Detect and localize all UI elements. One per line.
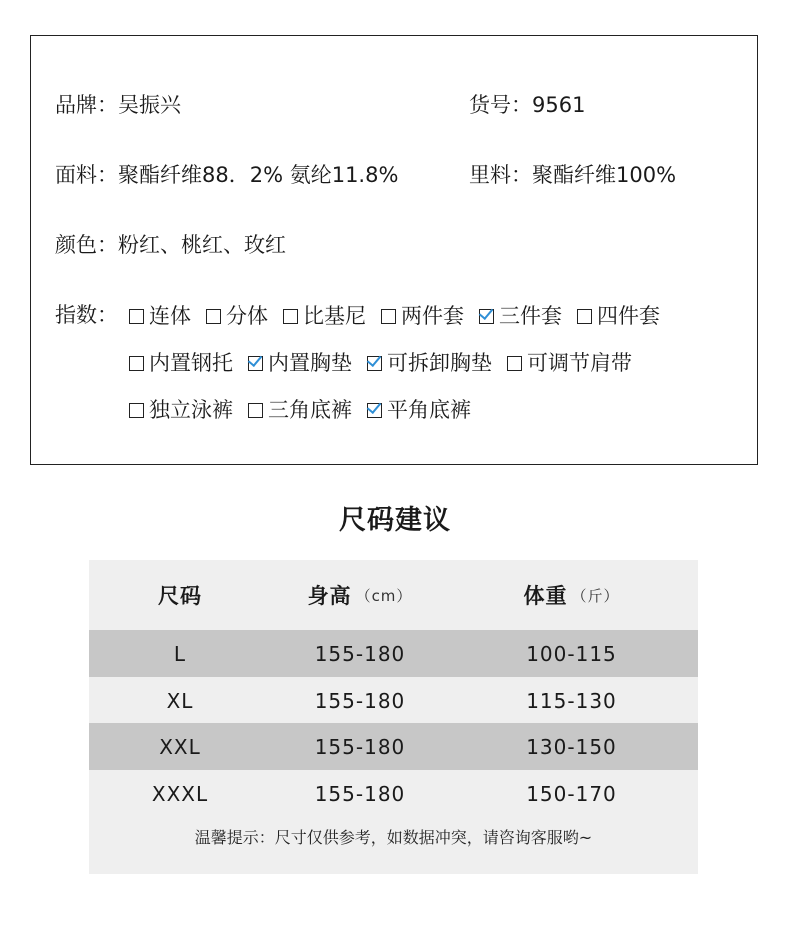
checkbox-checked-icon <box>367 403 382 418</box>
lining-label: 里料： <box>469 163 532 187</box>
item-number-label: 货号： <box>469 93 532 117</box>
checkbox-icon <box>129 403 144 418</box>
option-item: 内置钢托 <box>129 348 233 378</box>
fabric-label: 面料： <box>55 163 118 187</box>
option-item: 三件套 <box>479 301 562 331</box>
size-cell: L <box>173 641 187 666</box>
weight-cell: 150-170 <box>526 781 617 806</box>
checkbox-checked-icon <box>479 309 494 324</box>
index-label-row <box>55 300 118 330</box>
option-item: 四件套 <box>577 301 660 331</box>
options-line-2 <box>129 347 632 378</box>
weight-cell: 115-130 <box>526 688 617 713</box>
checkbox-icon <box>129 356 144 371</box>
size-cell: XXXL <box>151 781 209 806</box>
option-item: 可调节肩带 <box>507 348 632 378</box>
item-number-value: 9561 <box>532 93 586 117</box>
color-label: 颜色： <box>55 233 118 257</box>
height-cell: 155-180 <box>314 781 406 806</box>
weight-unit: （斤） <box>571 586 620 605</box>
header-height: 身高 （cm） <box>307 584 413 608</box>
option-item: 两件套 <box>381 301 464 331</box>
option-item: 独立泳裤 <box>129 395 233 425</box>
table-row <box>89 677 698 724</box>
checkbox-icon <box>283 309 298 324</box>
checkbox-checked-icon <box>248 356 263 371</box>
header-weight: 体重 （斤） <box>523 584 620 608</box>
checkbox-checked-icon <box>367 356 382 371</box>
fabric-row <box>55 160 398 190</box>
brand-row <box>55 90 181 120</box>
size-cell: XL <box>166 688 194 713</box>
option-item: 可拆卸胸垫 <box>367 348 492 378</box>
options-line-1 <box>129 300 660 331</box>
size-guide-table <box>89 560 698 874</box>
height-cell: 155-180 <box>314 734 406 759</box>
height-unit: （cm） <box>355 586 413 605</box>
brand-label: 品牌： <box>55 93 118 117</box>
option-item: 平角底裤 <box>367 395 471 425</box>
option-item: 内置胸垫 <box>248 348 352 378</box>
checkbox-icon <box>129 309 144 324</box>
index-label: 指数： <box>55 303 118 327</box>
color-value: 粉红、桃红、玫红 <box>118 233 286 257</box>
checkbox-icon <box>507 356 522 371</box>
weight-cell: 100-115 <box>526 641 617 666</box>
checkbox-icon <box>381 309 396 324</box>
option-item: 分体 <box>206 301 268 331</box>
option-item: 三角底裤 <box>248 395 352 425</box>
product-spec-box <box>30 35 758 465</box>
height-cell: 155-180 <box>314 641 406 666</box>
height-cell: 155-180 <box>314 688 406 713</box>
lining-row <box>469 160 676 190</box>
size-guide-title: 尺码建议 <box>339 505 451 536</box>
table-row <box>89 723 698 770</box>
weight-cell: 130-150 <box>526 734 617 759</box>
table-row <box>89 770 698 817</box>
checkbox-icon <box>248 403 263 418</box>
lining-value: 聚酯纤维100% <box>532 163 677 187</box>
header-size: 尺码 <box>158 584 202 608</box>
color-row <box>55 230 286 260</box>
checkbox-icon <box>206 309 221 324</box>
table-row <box>89 630 698 677</box>
size-tip: 温馨提示：尺寸仅供参考，如数据冲突，请咨询客服哟~ <box>194 828 593 847</box>
fabric-value: 聚酯纤维88．2% 氨纶11.8% <box>118 163 399 187</box>
item-number-row <box>469 90 585 120</box>
table-header-row <box>89 560 698 630</box>
checkbox-icon <box>577 309 592 324</box>
option-item: 连体 <box>129 301 191 331</box>
option-item: 比基尼 <box>283 301 366 331</box>
options-line-3 <box>129 394 471 425</box>
size-cell: XXL <box>159 734 201 759</box>
brand-value: 吴振兴 <box>118 93 181 117</box>
